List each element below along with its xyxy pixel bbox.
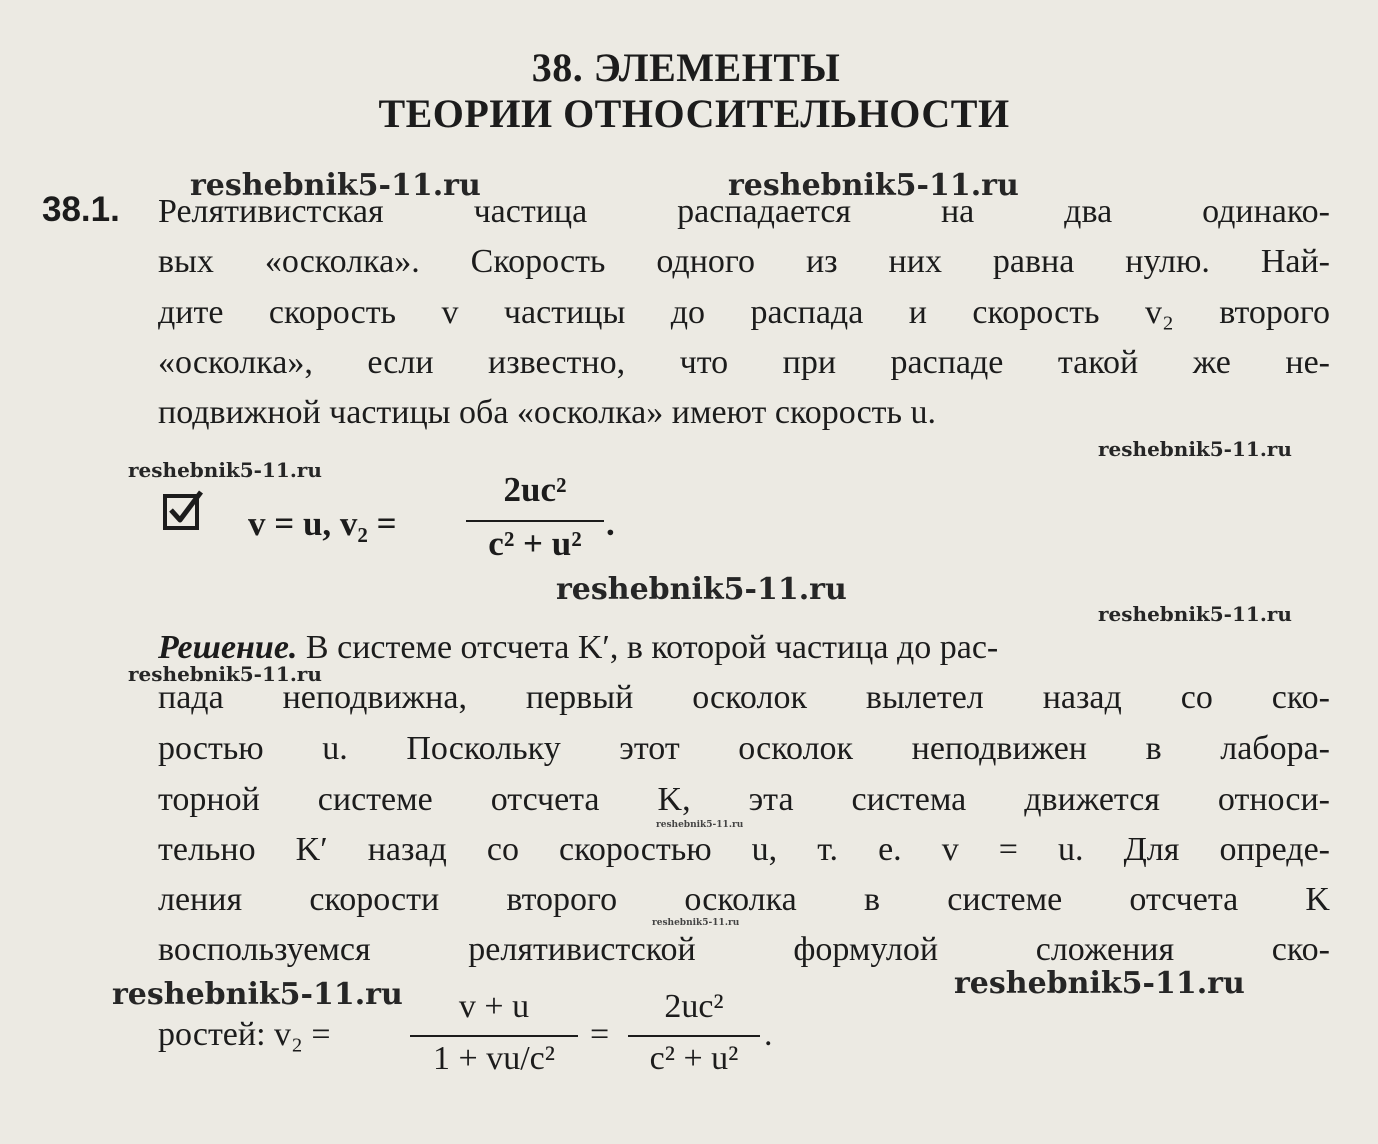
problem-line: Релятивистская частица распадается на два одинако- (158, 193, 1330, 230)
watermark: reshebnik5-11.ru (656, 820, 744, 830)
answer-formula-left: v = u, v₂ = (248, 504, 397, 543)
answer-fraction (466, 464, 604, 574)
fraction-1-denominator: 1 + vu/c² (433, 1040, 555, 1077)
problem-line: вых «осколка». Скорость одного из них равна нулю. Най- (158, 243, 1330, 280)
solution-first-line (158, 628, 1330, 668)
watermark: reshebnik5-11.ru (1098, 437, 1292, 461)
final-fraction-1 (410, 986, 578, 1096)
section-title-line1: 38. ЭЛЕМЕНТЫ (531, 45, 841, 90)
answer-numerator: 2uc² (503, 470, 567, 509)
fraction-bar (410, 1035, 578, 1037)
final-equals: = (590, 1016, 610, 1053)
solution-line: ления скорости второго осколка в системе отсчета K (158, 881, 1330, 918)
watermark: reshebnik5-11.ru (128, 662, 322, 686)
section-title-line2: ТЕОРИИ ОТНОСИТЕЛЬНОСТИ (378, 91, 1010, 136)
watermark: reshebnik5-11.ru (190, 168, 481, 203)
watermark: reshebnik5-11.ru (1098, 602, 1292, 626)
final-formula-prefix: ростей: v₂ = (158, 1016, 331, 1053)
problem-line: «осколка», если известно, что при распаде такой же не- (158, 344, 1330, 381)
solution-line: ростью u. Поскольку этот осколок неподвижен в лабора- (158, 730, 1330, 767)
problem-line: подвижной частицы оба «осколка» имеют скорость u. (158, 394, 937, 431)
problem-line: дите скорость v частицы до распада и скорость v₂ второго (158, 294, 1330, 331)
solution-line: В системе отсчета K′, в которой частица до рас- (305, 629, 999, 666)
solution-line: торной системе отсчета K, эта система движется относи- (158, 781, 1330, 818)
answer-period: . (606, 504, 615, 543)
watermark: reshebnik5-11.ru (556, 572, 847, 607)
fraction-1-numerator: v + u (458, 988, 530, 1025)
answer-denominator: c² + u² (488, 524, 582, 563)
watermark: reshebnik5-11.ru (128, 458, 322, 482)
checkbox-icon (163, 490, 203, 530)
watermark: reshebnik5-11.ru (112, 977, 403, 1012)
fraction-bar (466, 520, 604, 522)
solution-line: пада неподвижна, первый осколок вылетел назад со ско- (158, 679, 1330, 716)
final-period: . (764, 1016, 773, 1053)
solution-label: Решение. (158, 629, 298, 666)
fraction-bar (628, 1035, 760, 1037)
watermark: reshebnik5-11.ru (652, 918, 740, 928)
solution-line: тельно K′ назад со скоростью u, т. е. v = u. Для опреде- (158, 831, 1330, 868)
fraction-2-numerator: 2uc² (664, 988, 724, 1025)
watermark: reshebnik5-11.ru (728, 168, 1019, 203)
problem-number: 38.1. (42, 190, 120, 229)
fraction-2-denominator: c² + u² (649, 1040, 739, 1077)
solution-line: воспользуемся релятивистской формулой сложения ско- (158, 931, 1330, 968)
final-fraction-2 (628, 986, 760, 1096)
watermark: reshebnik5-11.ru (954, 966, 1245, 1001)
